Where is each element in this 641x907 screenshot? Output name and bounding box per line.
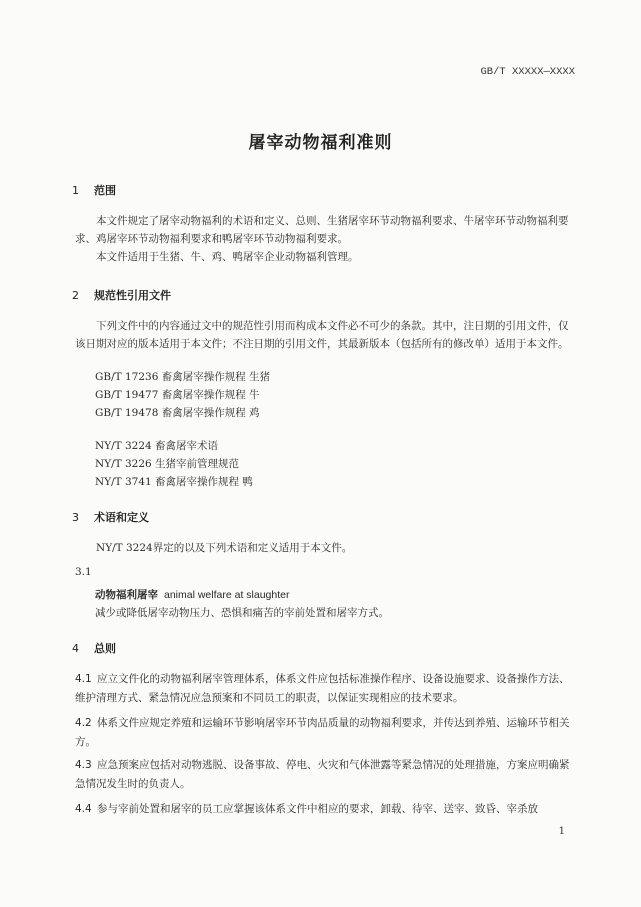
clause-text: 参与宰前处置和屠宰的员工应掌握该体系文件中相应的要求，卸载、待宰、送宰、致昏、宰杀放 (97, 803, 538, 815)
section-1-heading (72, 182, 116, 198)
clause-text: 体系文件应规定养殖和运输环节影响屠宰环节肉品质量的动物福利要求，并传达到养殖、运输环节相关方。 (75, 717, 570, 748)
section-number: 2 (72, 289, 79, 302)
references-intro: 下列文件中的内容通过文中的规范性引用而构成本文件必不可少的条款。其中，注日期的引用文件，仅该日期对应的版本适用于本文件；不注日期的引用文件，其最新版本（包括所有的修改单）适用于本文件。 (75, 320, 569, 350)
reference-item: NY/T 3226 生猪宰前管理规范 (95, 458, 240, 470)
reference-item: NY/T 3741 畜禽屠宰操作规程 鸭 (95, 476, 253, 488)
clause-number: 4.3 (75, 759, 92, 771)
page-number: 1 (558, 826, 565, 837)
section-4-heading (72, 640, 116, 656)
document-code: GB/T XXXXX—XXXX (480, 66, 575, 78)
term-en: animal welfare at slaughter (164, 589, 290, 601)
reference-item: GB/T 17236 畜禽屠宰操作规程 生猪 (95, 371, 271, 383)
reference-item: NY/T 3224 畜禽屠宰术语 (95, 440, 219, 452)
clause-4-4 (75, 800, 575, 819)
section-number: 1 (72, 184, 79, 197)
clause-number: 4.4 (75, 803, 92, 815)
scope-paragraph-2: 本文件适用于生猪、牛、鸡、鸭屠宰企业动物福利管理。 (96, 251, 359, 263)
clause-number: 4.2 (75, 717, 92, 729)
scope-paragraph-1: 本文件规定了屠宰动物福利的术语和定义、总则、生猪屠宰环节动物福利要求、牛屠宰环节动物福利要求、鸡屠宰环节动物福利要求和鸭屠宰环节动物福利要求。 (75, 215, 569, 245)
clause-4-2 (75, 714, 575, 752)
clause-text: 应立文件化的动物福利屠宰管理体系，体系文件应包括标准操作程序、设备设施要求、设备操作方法、维护清理方式、紧急情况应急预案和不同员工的职责，以保证实现相应的技术要求。 (75, 673, 570, 704)
clause-4-3 (75, 756, 575, 794)
reference-item: GB/T 19478 畜禽屠宰操作规程 鸡 (95, 407, 260, 419)
clause-number: 4.1 (75, 673, 92, 685)
section-label: 范围 (94, 184, 116, 197)
section-2-heading (72, 287, 171, 303)
term-number: 3.1 (75, 566, 92, 578)
terms-intro: NY/T 3224界定的以及下列术语和定义适用于本文件。 (96, 542, 353, 554)
clause-text: 应急预案应包括对动物逃脱、设备事故、停电、火灾和气体泄露等紧急情况的处理措施，方案应明确紧急情况发生时的负责人。 (75, 759, 570, 790)
reference-item: GB/T 19477 畜禽屠宰操作规程 牛 (95, 389, 260, 401)
section-number: 3 (72, 511, 79, 524)
term-heading (95, 586, 289, 604)
section-number: 4 (72, 642, 79, 655)
section-3-heading (72, 509, 149, 525)
page-title: 屠宰动物福利准则 (248, 133, 393, 153)
section-label: 总则 (94, 642, 116, 655)
section-label: 规范性引用文件 (94, 289, 171, 302)
term-definition: 减少或降低屠宰动物压力、恐惧和痛苦的宰前处置和屠宰方式。 (95, 607, 389, 619)
term-zh: 动物福利屠宰 (95, 589, 158, 601)
section-label: 术语和定义 (94, 511, 149, 524)
clause-4-1 (75, 670, 575, 708)
